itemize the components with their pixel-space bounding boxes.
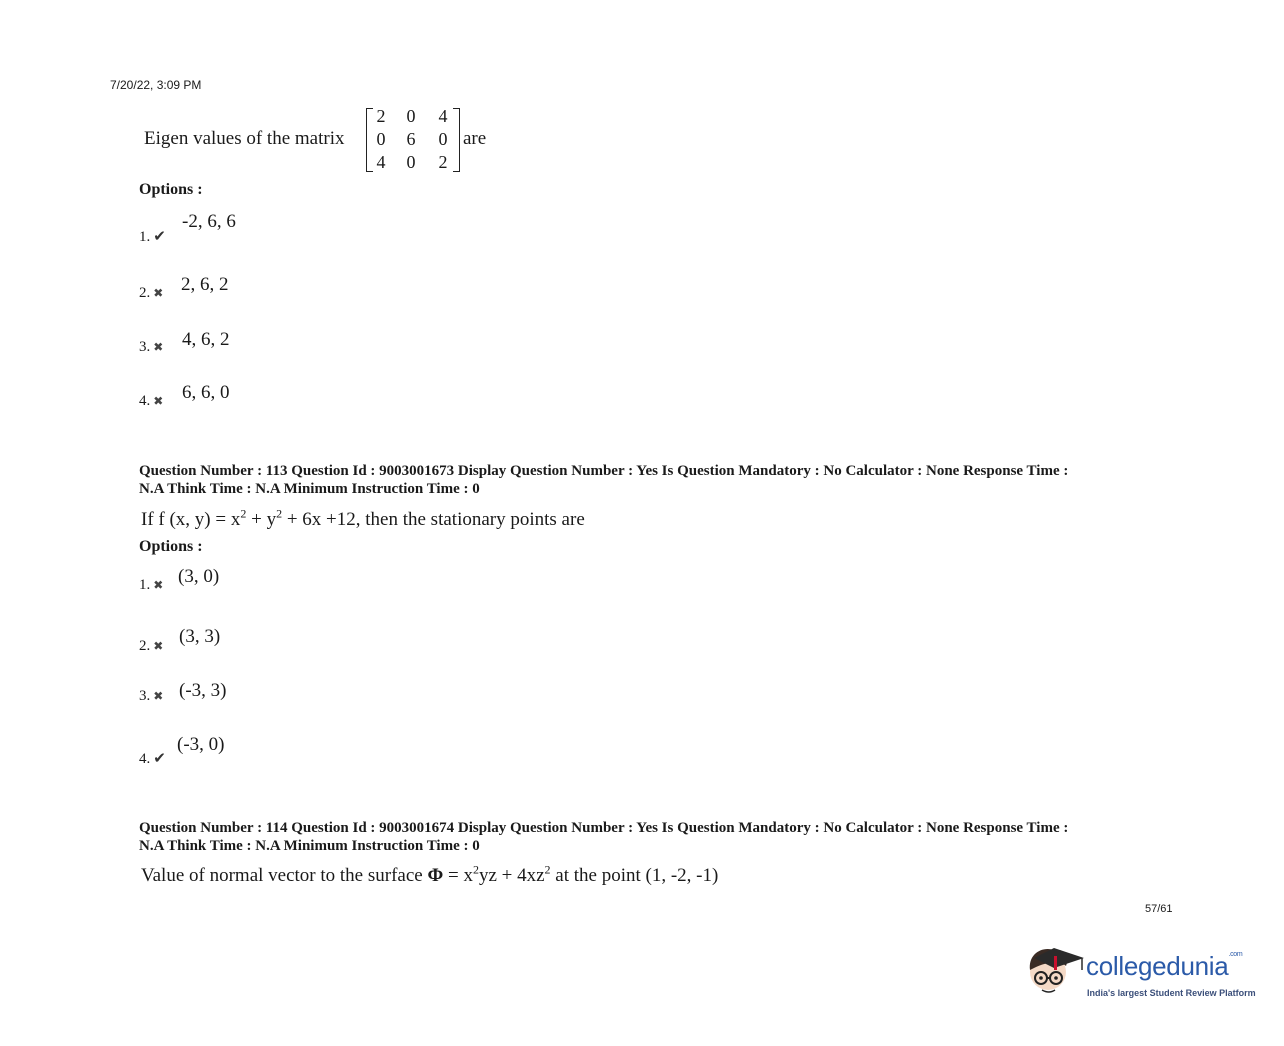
option-number: 4. ✔ bbox=[139, 751, 166, 767]
option-value: 6, 6, 0 bbox=[182, 382, 230, 403]
question-meta: Question Number : 114 Question Id : 9003001674 Display Question Number : Yes Is Question Mandatory : No Calculator : None Response Time : N.A Think Time : N.A Minimum Instruction Time : 0 bbox=[139, 820, 1069, 854]
matrix-right-bracket bbox=[453, 108, 460, 172]
matrix-cell: 0 bbox=[438, 129, 448, 149]
options-label: Options : bbox=[139, 538, 203, 555]
option-number: 2. ✖ bbox=[139, 285, 164, 301]
collegedunia-mascot-icon bbox=[1024, 940, 1086, 1002]
option-number: 2. ✖ bbox=[139, 638, 164, 654]
question-text: Eigen values of the matrix bbox=[144, 128, 345, 149]
option-number: 1. ✔ bbox=[139, 229, 166, 245]
matrix bbox=[366, 106, 460, 172]
logo-tagline: India's largest Student Review Platform bbox=[1087, 988, 1256, 998]
cross-icon: ✖ bbox=[153, 578, 164, 592]
option-value: (3, 0) bbox=[178, 566, 220, 587]
options-label: Options : bbox=[139, 181, 203, 198]
option-number: 3. ✖ bbox=[139, 339, 164, 355]
option-number: 4. ✖ bbox=[139, 393, 164, 409]
question-text: If f (x, $y) = x^2 + y^2 + 6x +12$, then the stationary points are bbox=[141, 506, 585, 530]
matrix-cell: 2 bbox=[438, 152, 448, 172]
cross-icon: ✖ bbox=[153, 394, 164, 408]
check-icon: ✔ bbox=[153, 229, 166, 245]
question-text-suffix: are bbox=[463, 128, 487, 149]
matrix-cell: 6 bbox=[406, 129, 416, 149]
question-text: Value of normal vector to the surface $\Phi = x^2yz + 4xz^2$ at the point (1, -2, -1) bbox=[141, 862, 719, 886]
question-meta: Question Number : 113 Question Id : 9003001673 Display Question Number : Yes Is Question Mandatory : No Calculator : None Response Time : N.A Think Time : N.A Minimum Instruction Time : 0 bbox=[139, 463, 1069, 497]
phi-symbol: Φ bbox=[427, 865, 444, 886]
option-value: (-3, 0) bbox=[177, 734, 225, 755]
option-value: (3, 3) bbox=[179, 626, 221, 647]
check-icon: ✔ bbox=[153, 751, 166, 767]
option-value: -2, 6, 6 bbox=[182, 211, 236, 232]
matrix-cell: 2 bbox=[376, 106, 386, 126]
matrix-cell: 0 bbox=[406, 106, 416, 126]
cross-icon: ✖ bbox=[153, 340, 164, 354]
option-value: 2, 6, 2 bbox=[181, 274, 229, 295]
option-value: 4, 6, 2 bbox=[182, 329, 230, 350]
option-number: 3. ✖ bbox=[139, 688, 164, 704]
cross-icon: ✖ bbox=[153, 286, 164, 300]
option-value: (-3, 3) bbox=[179, 680, 227, 701]
matrix-left-bracket bbox=[366, 108, 373, 172]
page-number: 57/61 bbox=[1145, 903, 1173, 915]
print-timestamp: 7/20/22, 3:09 PM bbox=[110, 78, 202, 92]
matrix-cell: 0 bbox=[406, 152, 416, 172]
matrix-cell: 0 bbox=[376, 129, 386, 149]
logo-wordmark: collegedunia$^{.com}$ bbox=[1086, 951, 1243, 981]
cross-icon: ✖ bbox=[153, 639, 164, 653]
matrix-cell: 4 bbox=[376, 152, 386, 172]
cross-icon: ✖ bbox=[153, 689, 164, 703]
matrix-cell: 4 bbox=[438, 106, 448, 126]
option-number: 1. ✖ bbox=[139, 577, 164, 593]
